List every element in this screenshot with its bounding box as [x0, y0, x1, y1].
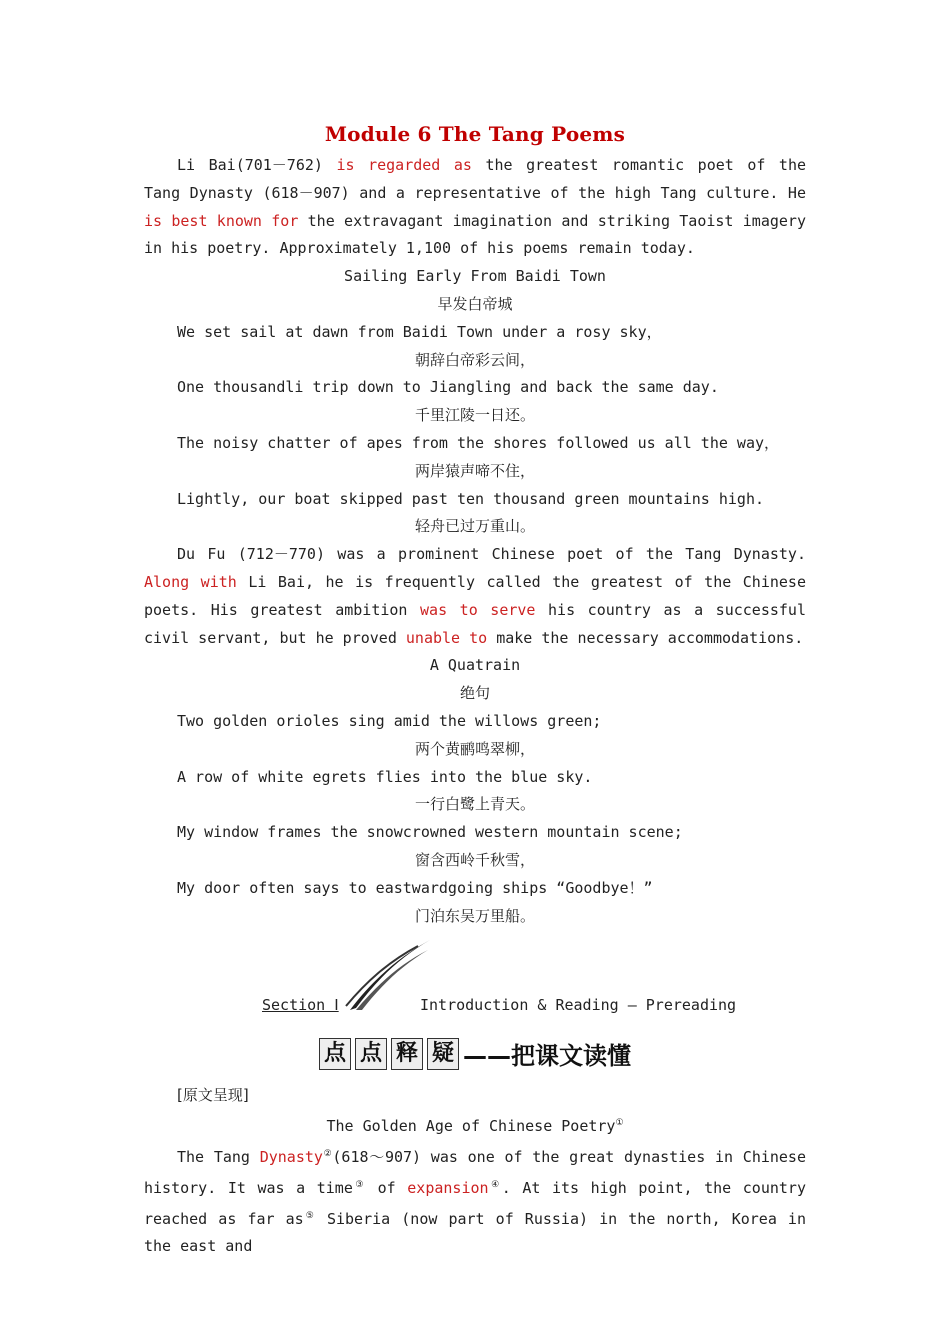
banner-box: 疑 [427, 1038, 459, 1070]
banner-text: ——把课文读懂 [463, 1042, 631, 1071]
poem1-title-cn: 早发白帝城 [437, 294, 513, 313]
highlight-word: Dynasty [259, 1147, 323, 1166]
footnote-mark: ② [322, 1148, 333, 1159]
text: Li Bai, he is frequently called the greatest of the Chinese poets. His greatest ambition [144, 572, 806, 619]
highlight-phrase: was to serve [420, 600, 536, 619]
footnote-mark: ③ [352, 1179, 367, 1190]
poem-line-en: One thousandli trip down to Jiangling and back the same day. [177, 378, 719, 397]
du-fu-intro [144, 541, 806, 652]
text: (618～907) was one of the great dynasties in Chinese history. It was a time [144, 1147, 806, 1197]
text: the extravagant imagination and striking Taoist imagery in his poetry. Approximately 1,100 of his poems remain today. [144, 211, 806, 258]
original-text-label: [原文呈现] [177, 1086, 249, 1105]
footnote-mark: ⑤ [303, 1210, 316, 1221]
footnote-mark: ④ [488, 1179, 502, 1190]
poem-line-cn: 两岸猿声啼不住， [414, 461, 535, 480]
banner-box: 点 [319, 1038, 351, 1070]
poem-line-en: My window frames the snowcrowned western mountain scene; [177, 823, 683, 842]
text: his country as a successful civil servant, but he proved [144, 600, 806, 647]
text: Li Bai(701－762) [177, 156, 337, 174]
reading-title-text: The Golden Age of Chinese Poetry [326, 1117, 616, 1136]
poem-line-cn: 一行白鹭上青天。 [414, 795, 535, 814]
section-title: Introduction & Reading — Prereading [420, 996, 737, 1015]
footnote-mark: ① [615, 1118, 624, 1129]
poem-line-cn: 朝辞白帝彩云间， [414, 350, 535, 369]
text: Siberia (now part of Russia) in the north, Korea in the east and [144, 1209, 806, 1256]
poem-line-cn: 门泊东吴万里船。 [414, 906, 535, 925]
text: make the necessary accommodations. [487, 628, 804, 647]
banner [144, 1036, 806, 1076]
page-title: Module 6 The Tang Poems [324, 122, 626, 146]
brush-stroke-icon [342, 936, 432, 1016]
poem-line-en: Two golden orioles sing amid the willows green; [177, 711, 602, 730]
reading-title [144, 1110, 806, 1141]
poem-line-en: We set sail at dawn from Baidi Town under a rosy sky， [177, 322, 662, 341]
highlight-phrase: is regarded as [336, 156, 472, 174]
li-bai-intro [144, 152, 806, 263]
highlight-phrase: Along with [144, 572, 237, 591]
banner-box: 点 [355, 1038, 387, 1070]
text: Du Fu (712－770) was a prominent Chinese poet of the Tang Dynasty. [177, 545, 806, 564]
poem-line-cn: 轻舟已过万重山。 [414, 517, 535, 536]
poem2-title-cn: 绝句 [459, 684, 490, 703]
section-label: Section Ⅰ [262, 996, 339, 1015]
text: the greatest romantic poet of the Tang Dynasty (618－907) and a representative of the high Tang culture. He [144, 156, 807, 202]
poem-line-cn: 两个黄鹂鸣翠柳， [414, 739, 535, 758]
reading-paragraph [144, 1141, 806, 1261]
banner-box: 释 [391, 1038, 423, 1070]
text: . At its high point, the country reached as far as [144, 1178, 806, 1228]
poem-line-cn: 窗含西岭千秋雪， [414, 850, 535, 869]
content [144, 118, 806, 1261]
poem1-title-en: Sailing Early From Baidi Town [344, 267, 606, 286]
poem-line-en: A row of white egrets flies into the blue sky. [177, 767, 593, 786]
poem-line-en: The noisy chatter of apes from the shores followed us all the way， [177, 433, 779, 452]
highlight-phrase: unable to [405, 628, 488, 647]
highlight-phrase: is best known for [144, 211, 299, 230]
poem-line-en: Lightly, our boat skipped past ten thousand green mountains high. [177, 489, 764, 508]
poem2-title-en: A Quatrain [429, 656, 521, 675]
poem-line-en: My door often says to eastwardgoing ships “Goodbye！” [177, 878, 653, 897]
text: of [366, 1178, 408, 1197]
section-header [144, 936, 806, 1028]
text: The Tang [177, 1147, 260, 1166]
highlight-word: expansion [407, 1178, 489, 1197]
poem-line-cn: 千里江陵一日还。 [414, 406, 535, 425]
